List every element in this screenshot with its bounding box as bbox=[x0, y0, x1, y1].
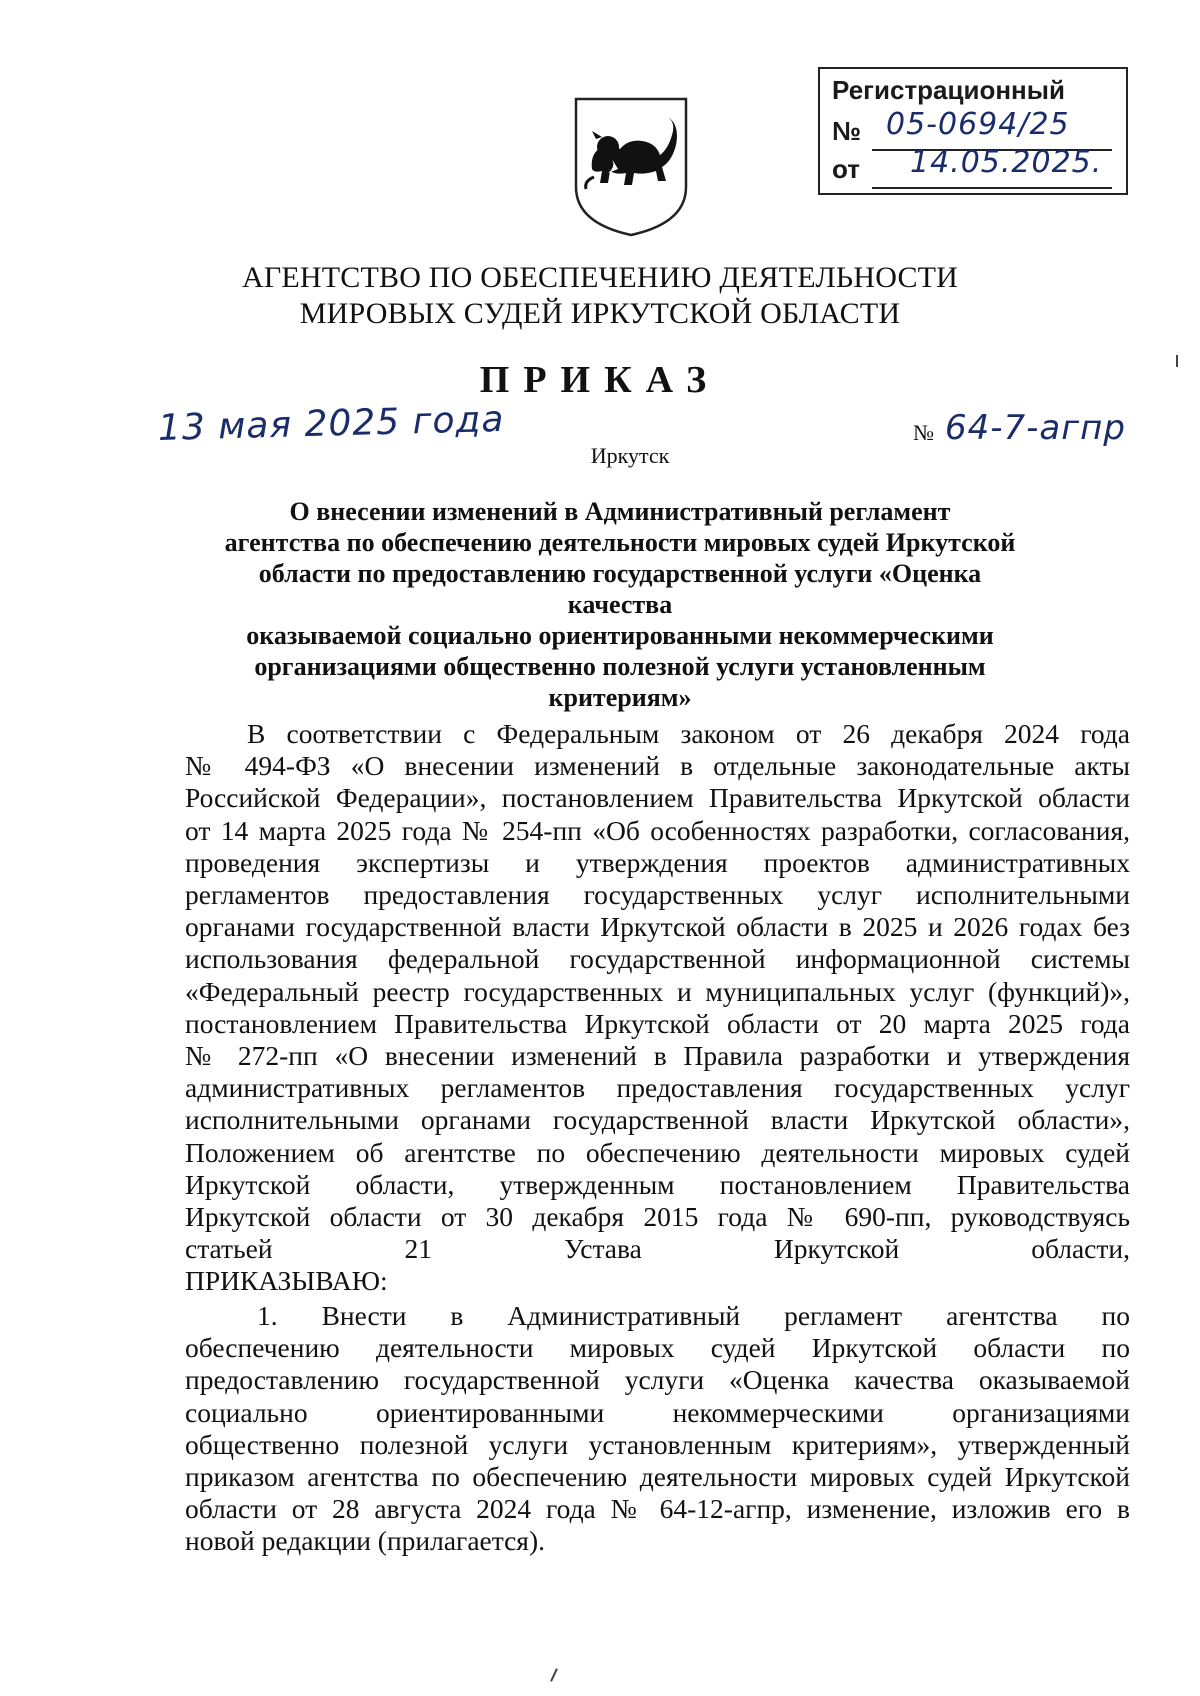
heading-line: О внесении изменений в Административный регламент bbox=[289, 497, 951, 526]
item-1-line: 1. Внести в Административный регламент агентства по bbox=[257, 1300, 1130, 1331]
registration-stamp bbox=[818, 67, 1128, 195]
preamble-line: административных регламентов предоставления государственных услуг bbox=[185, 1072, 1130, 1104]
registration-label: Регистрационный bbox=[832, 75, 1065, 105]
agency-name-line-2: МИРОВЫХ СУДЕЙ ИРКУТСКОЙ ОБЛАСТИ bbox=[299, 297, 901, 330]
scan-mark bbox=[550, 1668, 558, 1682]
item-1-line: социально ориентированными некоммерческими организациями bbox=[185, 1396, 1130, 1428]
registration-date-label: от bbox=[832, 154, 860, 184]
heading-line: критериям» bbox=[548, 683, 692, 712]
item-1-line: общественно полезной услуги установленным критериям», утвержденный bbox=[185, 1428, 1130, 1460]
preamble-line: проведения экспертизы и утверждения проектов административных bbox=[185, 846, 1130, 878]
order-number-handwritten: 64-7-агпр bbox=[945, 408, 1126, 448]
preamble-line: Российской Федерации», постановлением Правительства Иркутской области bbox=[185, 782, 1130, 814]
order-title: ПРИКАЗ bbox=[479, 359, 721, 401]
preamble-line: от 14 марта 2025 года № 254-пп «Об особенностях разработки, согласования, bbox=[185, 814, 1130, 846]
agency-name-line-1: АГЕНТСТВО ПО ОБЕСПЕЧЕНИЮ ДЕЯТЕЛЬНОСТИ bbox=[241, 261, 959, 294]
heading-line: области по предоставлению государственной услуги «Оценка качества bbox=[258, 559, 982, 619]
preamble-line: регламентов предоставления государственных услуг исполнительными bbox=[185, 879, 1130, 911]
registration-date-handwritten: 14.05.2025. bbox=[910, 145, 1103, 180]
heading-line: агентства по обеспечению деятельности мировых судей Иркутской bbox=[224, 528, 1016, 557]
coat-of-arms-emblem bbox=[572, 95, 690, 238]
preamble-line: Иркутской области от 30 декабря 2015 года № 690-пп, руководствуясь bbox=[185, 1201, 1130, 1233]
item-1-paragraph bbox=[185, 1300, 1130, 1558]
item-1-line: обеспечению деятельности мировых судей Иркутской области по bbox=[185, 1332, 1130, 1364]
order-city: Иркутск bbox=[590, 443, 670, 468]
heading-line: организациями общественно полезной услуги установленным bbox=[254, 652, 986, 681]
preamble-line: № 272-пп «О внесении изменений в Правила разработки и утверждения bbox=[185, 1040, 1130, 1072]
preamble-paragraph bbox=[185, 718, 1130, 1298]
preamble-line: использования федеральной государственной информационной системы bbox=[185, 943, 1130, 975]
preamble-line: Иркутской области, утвержденным постановлением Правительства bbox=[185, 1168, 1130, 1200]
item-1-line: новой редакции (прилагается). bbox=[185, 1525, 545, 1557]
preamble-line: исполнительными органами государственной власти Иркутской области», bbox=[185, 1104, 1130, 1136]
preamble-line: статьей 21 Устава Иркутской области, bbox=[185, 1233, 1130, 1265]
preamble-line: постановлением Правительства Иркутской области от 20 марта 2025 года bbox=[185, 1007, 1130, 1039]
item-1-line: приказом агентства по обеспечению деятельности мировых судей Иркутской bbox=[185, 1461, 1130, 1493]
item-1-line: предоставлению государственной услуги «Оценка качества оказываемой bbox=[185, 1364, 1130, 1396]
scan-mark bbox=[1176, 355, 1178, 367]
order-date-handwritten: 13 мая 2025 года bbox=[157, 398, 505, 449]
order-word: ПРИКАЗЫВАЮ: bbox=[185, 1265, 388, 1297]
order-heading bbox=[205, 496, 1035, 713]
registration-date-underline bbox=[872, 187, 1112, 189]
preamble-line: Положением об агентстве по обеспечению деятельности мировых судей bbox=[185, 1136, 1130, 1168]
order-number-label: № bbox=[913, 420, 934, 445]
preamble-line: В соответствии с Федеральным законом от 26 декабря 2024 года bbox=[247, 718, 1130, 749]
registration-number-label: № bbox=[832, 116, 861, 146]
registration-number-handwritten: 05-0694/25 bbox=[886, 107, 1070, 142]
preamble-line: органами государственной власти Иркутской области в 2025 и 2026 годах без bbox=[185, 911, 1130, 943]
heading-line: оказываемой социально ориентированными некоммерческими bbox=[246, 621, 994, 650]
preamble-line: «Федеральный реестр государственных и муниципальных услуг (функций)», bbox=[185, 975, 1130, 1007]
preamble-line: № 494-ФЗ «О внесении изменений в отдельные законодательные акты bbox=[185, 750, 1130, 782]
item-1-line: области от 28 августа 2024 года № 64-12-агпр, изменение, изложив его в bbox=[185, 1493, 1130, 1525]
